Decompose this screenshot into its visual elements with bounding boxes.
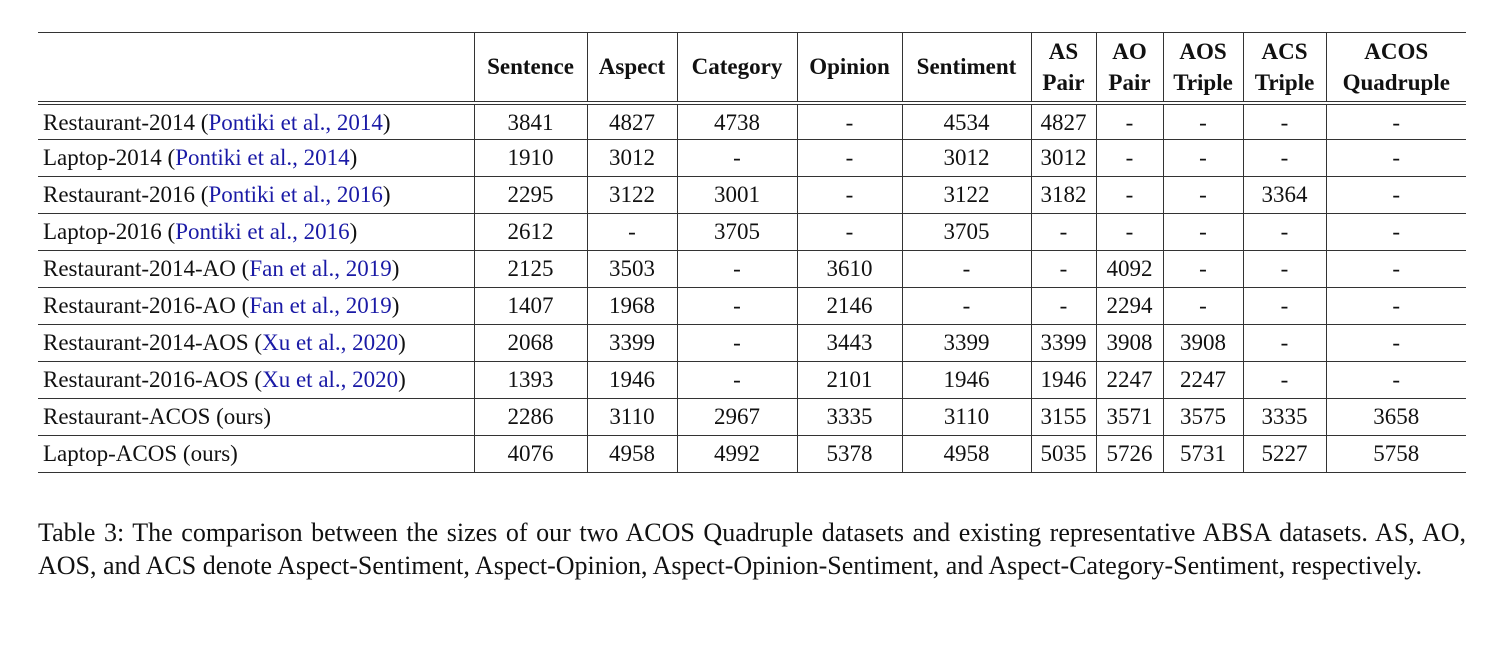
column-header: Opinion bbox=[797, 33, 902, 103]
value-cell: - bbox=[677, 325, 797, 362]
value-cell: - bbox=[1243, 362, 1326, 399]
value-cell: - bbox=[1326, 103, 1466, 140]
value-cell: - bbox=[1096, 140, 1163, 177]
citation-link[interactable]: Xu et al., 2020 bbox=[262, 367, 399, 392]
dataset-name: Laptop-ACOS (ours) bbox=[43, 441, 238, 466]
value-cell: - bbox=[902, 251, 1031, 288]
value-cell: - bbox=[1326, 362, 1466, 399]
column-header: Sentence bbox=[474, 33, 587, 103]
value-cell: 2294 bbox=[1096, 288, 1163, 325]
value-cell: - bbox=[1163, 251, 1243, 288]
value-cell: 5758 bbox=[1326, 436, 1466, 473]
value-cell: - bbox=[1163, 140, 1243, 177]
value-cell: 4738 bbox=[677, 103, 797, 140]
value-cell: - bbox=[1243, 103, 1326, 140]
value-cell: - bbox=[797, 214, 902, 251]
value-cell: 5378 bbox=[797, 436, 902, 473]
value-cell: - bbox=[1163, 177, 1243, 214]
value-cell: - bbox=[1096, 177, 1163, 214]
table-row bbox=[38, 288, 1466, 325]
value-cell: - bbox=[587, 214, 677, 251]
value-cell: - bbox=[797, 177, 902, 214]
value-cell: 2612 bbox=[474, 214, 587, 251]
citation-link[interactable]: Pontiki et al., 2016 bbox=[175, 219, 350, 244]
value-cell: - bbox=[1243, 325, 1326, 362]
value-cell: 1407 bbox=[474, 288, 587, 325]
value-cell: - bbox=[1243, 140, 1326, 177]
closing-paren: ) bbox=[349, 219, 358, 244]
column-header: AOS Triple bbox=[1163, 33, 1243, 103]
closing-paren: ) bbox=[391, 256, 400, 281]
value-cell: 2967 bbox=[677, 399, 797, 436]
value-cell: 3110 bbox=[902, 399, 1031, 436]
value-cell: 3399 bbox=[587, 325, 677, 362]
column-header bbox=[38, 33, 474, 103]
value-cell: 4992 bbox=[677, 436, 797, 473]
value-cell: 1968 bbox=[587, 288, 677, 325]
value-cell: 3908 bbox=[1096, 325, 1163, 362]
citation-link[interactable]: Pontiki et al., 2014 bbox=[175, 145, 350, 170]
value-cell: 3658 bbox=[1326, 399, 1466, 436]
value-cell: 3335 bbox=[1243, 399, 1326, 436]
column-header: AO Pair bbox=[1096, 33, 1163, 103]
dataset-name-cell bbox=[38, 214, 474, 251]
value-cell: 3110 bbox=[587, 399, 677, 436]
value-cell: 3399 bbox=[1031, 325, 1096, 362]
value-cell: 2286 bbox=[474, 399, 587, 436]
value-cell: 2247 bbox=[1096, 362, 1163, 399]
value-cell: 1946 bbox=[587, 362, 677, 399]
table-row bbox=[38, 362, 1466, 399]
closing-paren: ) bbox=[398, 367, 406, 392]
column-header: Aspect bbox=[587, 33, 677, 103]
value-cell: 3182 bbox=[1031, 177, 1096, 214]
citation-link[interactable]: Fan et al., 2019 bbox=[249, 293, 392, 318]
value-cell: 1946 bbox=[902, 362, 1031, 399]
value-cell: - bbox=[1243, 251, 1326, 288]
value-cell: 2146 bbox=[797, 288, 902, 325]
table-row bbox=[38, 177, 1466, 214]
value-cell: 3705 bbox=[677, 214, 797, 251]
value-cell: 3443 bbox=[797, 325, 902, 362]
dataset-name: Restaurant-ACOS (ours) bbox=[43, 404, 272, 429]
dataset-name-cell bbox=[38, 140, 474, 177]
value-cell: - bbox=[677, 251, 797, 288]
table-row bbox=[38, 103, 1466, 140]
table-row bbox=[38, 251, 1466, 288]
closing-paren: ) bbox=[382, 182, 391, 207]
value-cell: 4827 bbox=[1031, 103, 1096, 140]
column-header: Sentiment bbox=[902, 33, 1031, 103]
dataset-name: Restaurant-2014 ( bbox=[43, 110, 209, 136]
column-header: Category bbox=[677, 33, 797, 103]
value-cell: - bbox=[1163, 288, 1243, 325]
value-cell: 3841 bbox=[474, 103, 587, 140]
value-cell: - bbox=[1096, 214, 1163, 251]
value-cell: 3001 bbox=[677, 177, 797, 214]
column-header: ACS Triple bbox=[1243, 33, 1326, 103]
value-cell: 2295 bbox=[474, 177, 587, 214]
header-row bbox=[38, 33, 1466, 103]
value-cell: 4958 bbox=[902, 436, 1031, 473]
value-cell: - bbox=[1031, 214, 1096, 251]
value-cell: 3399 bbox=[902, 325, 1031, 362]
value-cell: - bbox=[1326, 214, 1466, 251]
value-cell: 2247 bbox=[1163, 362, 1243, 399]
dataset-name-cell bbox=[38, 436, 474, 473]
value-cell: - bbox=[1163, 214, 1243, 251]
value-cell: 2101 bbox=[797, 362, 902, 399]
closing-paren: ) bbox=[391, 293, 400, 318]
value-cell: 4092 bbox=[1096, 251, 1163, 288]
dataset-name-cell bbox=[38, 288, 474, 325]
dataset-name-cell bbox=[38, 325, 474, 362]
value-cell: 3122 bbox=[902, 177, 1031, 214]
value-cell: 3012 bbox=[1031, 140, 1096, 177]
value-cell: - bbox=[797, 103, 902, 140]
dataset-name-cell bbox=[38, 399, 474, 436]
dataset-name: Restaurant-2016-AOS ( bbox=[43, 367, 263, 392]
value-cell: - bbox=[1326, 251, 1466, 288]
value-cell: - bbox=[1096, 103, 1163, 140]
value-cell: 4827 bbox=[587, 103, 677, 140]
value-cell: 1393 bbox=[474, 362, 587, 399]
value-cell: 1910 bbox=[474, 140, 587, 177]
value-cell: 3575 bbox=[1163, 399, 1243, 436]
dataset-name: Restaurant-2014-AO ( bbox=[43, 256, 250, 281]
citation-link[interactable]: Xu et al., 2020 bbox=[262, 330, 399, 355]
value-cell: - bbox=[1031, 288, 1096, 325]
closing-paren: ) bbox=[382, 110, 391, 136]
value-cell: 2125 bbox=[474, 251, 587, 288]
value-cell: 4958 bbox=[587, 436, 677, 473]
value-cell: 1946 bbox=[1031, 362, 1096, 399]
value-cell: - bbox=[902, 288, 1031, 325]
value-cell: - bbox=[797, 140, 902, 177]
value-cell: 4076 bbox=[474, 436, 587, 473]
value-cell: - bbox=[1031, 251, 1096, 288]
value-cell: 3610 bbox=[797, 251, 902, 288]
value-cell: - bbox=[1326, 177, 1466, 214]
column-header: ACOS Quadruple bbox=[1326, 33, 1466, 103]
dataset-name: Laptop-2014 ( bbox=[43, 145, 176, 170]
value-cell: 5731 bbox=[1163, 436, 1243, 473]
dataset-name: Restaurant-2016 ( bbox=[43, 182, 209, 207]
citation-link[interactable]: Pontiki et al., 2014 bbox=[208, 110, 383, 136]
value-cell: 3908 bbox=[1163, 325, 1243, 362]
value-cell: - bbox=[1326, 288, 1466, 325]
citation-link[interactable]: Pontiki et al., 2016 bbox=[208, 182, 383, 207]
dataset-name: Restaurant-2014-AOS ( bbox=[43, 330, 263, 355]
value-cell: 3364 bbox=[1243, 177, 1326, 214]
value-cell: - bbox=[1243, 288, 1326, 325]
dataset-name-cell bbox=[38, 177, 474, 214]
value-cell: - bbox=[677, 362, 797, 399]
closing-paren: ) bbox=[349, 145, 358, 170]
column-header: AS Pair bbox=[1031, 33, 1096, 103]
dataset-comparison-table bbox=[38, 32, 1466, 473]
value-cell: 4534 bbox=[902, 103, 1031, 140]
value-cell: 3705 bbox=[902, 214, 1031, 251]
value-cell: - bbox=[1326, 140, 1466, 177]
value-cell: - bbox=[1163, 103, 1243, 140]
dataset-name-cell bbox=[38, 251, 474, 288]
table-row bbox=[38, 399, 1466, 436]
dataset-name: Restaurant-2016-AO ( bbox=[43, 293, 250, 318]
value-cell: 5227 bbox=[1243, 436, 1326, 473]
value-cell: - bbox=[1326, 325, 1466, 362]
table-row bbox=[38, 140, 1466, 177]
table-row bbox=[38, 214, 1466, 251]
dataset-name-cell bbox=[38, 362, 474, 399]
value-cell: 3335 bbox=[797, 399, 902, 436]
dataset-name-cell bbox=[38, 103, 474, 140]
value-cell: 5726 bbox=[1096, 436, 1163, 473]
value-cell: - bbox=[677, 288, 797, 325]
table-row bbox=[38, 436, 1466, 473]
dataset-name: Laptop-2016 ( bbox=[43, 219, 176, 244]
value-cell: 3571 bbox=[1096, 399, 1163, 436]
value-cell: 3122 bbox=[587, 177, 677, 214]
value-cell: 3155 bbox=[1031, 399, 1096, 436]
closing-paren: ) bbox=[398, 330, 406, 355]
citation-link[interactable]: Fan et al., 2019 bbox=[249, 256, 392, 281]
value-cell: - bbox=[1243, 214, 1326, 251]
value-cell: 3012 bbox=[902, 140, 1031, 177]
value-cell: 3012 bbox=[587, 140, 677, 177]
value-cell: - bbox=[677, 140, 797, 177]
table-caption: Table 3: The comparison between the sizes of our two ACOS Quadruple datasets and existing representative ABSA datasets. AS, AO, AOS, and ACS denote Aspect-Sentiment, Aspect-Opinion, Aspect-Opinion-Sentiment, and Aspect-Category-Sentiment, respectively. bbox=[38, 518, 1466, 580]
table-row bbox=[38, 325, 1466, 362]
value-cell: 3503 bbox=[587, 251, 677, 288]
value-cell: 2068 bbox=[474, 325, 587, 362]
value-cell: 5035 bbox=[1031, 436, 1096, 473]
